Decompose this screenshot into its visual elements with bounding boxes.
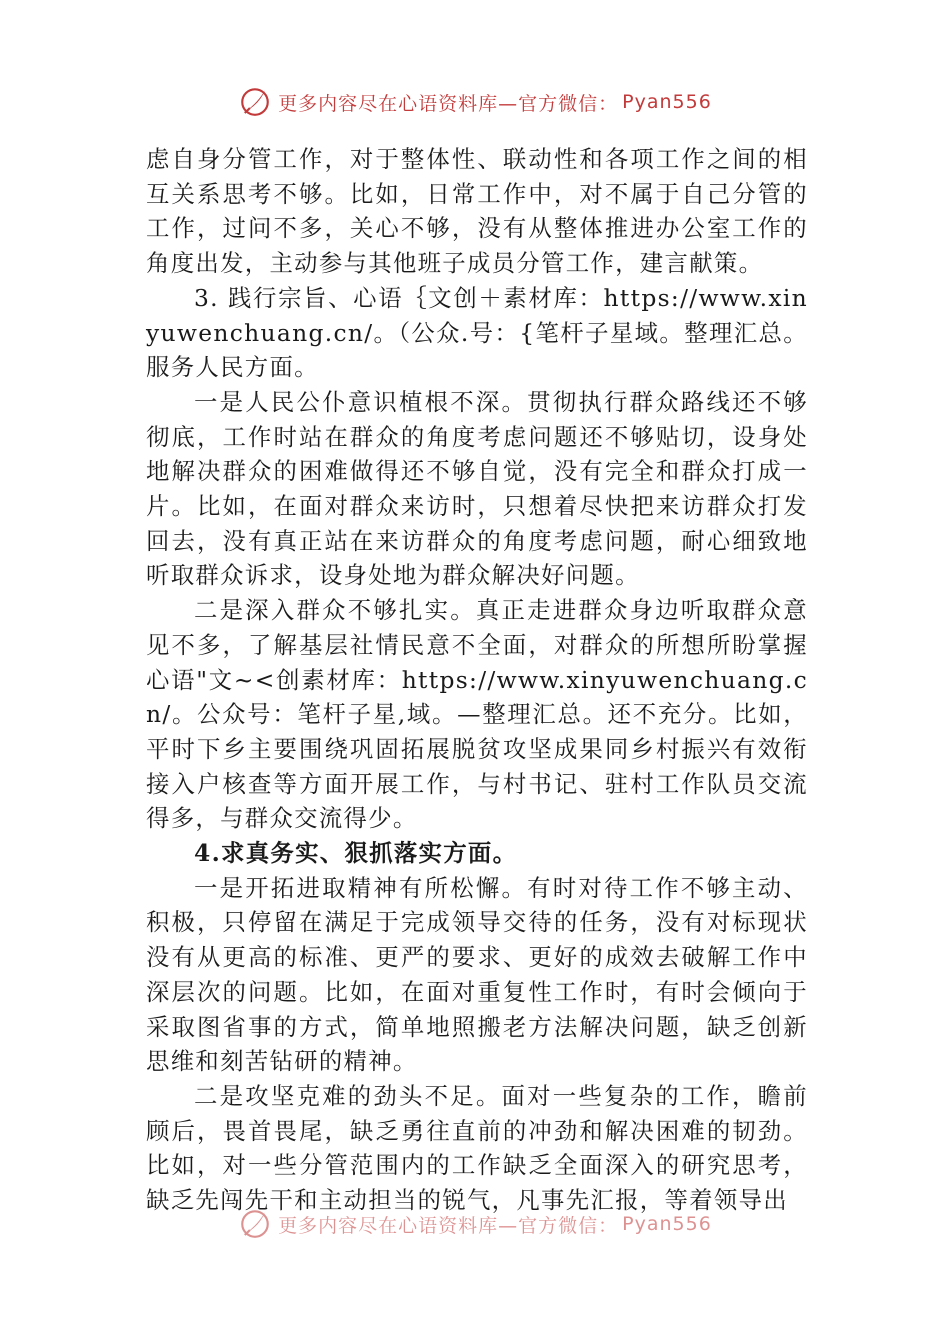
header-watermark bbox=[0, 82, 950, 122]
paragraph: 一是开拓进取精神有所松懈。有时对待工作不够主动、积极，只停留在满足于完成领导交待的任务，没有对标现状没有从更高的标准、更严的要求、更好的成效去破解工作中深层次的问题。比如，在面对重复性工作时，有时会倾向于采取图省事的方式，简单地照搬老方法解决问题，缺乏创新思维和刻苦钻研的精神。 bbox=[146, 873, 808, 1076]
watermark-wechat-id: Pyan556 bbox=[622, 1213, 712, 1235]
watermark-text: 更多内容尽在心语资料库—官方微信： bbox=[278, 1214, 619, 1237]
watermark-wechat-id: Pyan556 bbox=[622, 91, 712, 113]
paragraph: 虑自身分管工作，对于整体性、联动性和各项工作之间的相互关系思考不够。比如，日常工作中，对不属于自己分管的工作，过问不多，关心不够，没有从整体推进办公室工作的角度出发，主动参与其他班子成员分管工作，建言献策。 bbox=[146, 145, 808, 278]
document-body bbox=[146, 142, 808, 1218]
paragraph: 二是攻坚克难的劲头不足。面对一些复杂的工作，瞻前顾后，畏首畏尾，缺乏勇往直前的冲劲和解决困难的韧劲。比如，对一些分管范围内的工作缺乏全面深入的研究思考，缺乏先闯先干和主动担当的锐气，凡事先汇报，等着领导出 bbox=[146, 1081, 808, 1215]
section-heading: 4.求真务实、狠抓落实方面。 bbox=[194, 839, 518, 868]
section-heading: 3. 践行宗旨、心语｛文创＋素材库：https://www.xinyuwenchuang.cn/。（公众.号：{笔杆子星域。整理汇总。服务人民方面。 bbox=[146, 283, 808, 382]
paragraph: 二是深入群众不够扎实。真正走进群众身边听取群众意见不多，了解基层社情民意不全面，对群众的所想所盼掌握心语"文~<创素材库：https://www.xinyuwenchuang.cn/。公众号：笔杆子星,域。—整理汇总。还不充分。比如，平时下乡主要围绕巩固拓展脱贫攻坚成果同乡村振兴有效衔接入户核查等方面开展工作，与村书记、驻村工作队员交流得多，与群众交流得少。 bbox=[146, 596, 808, 833]
quill-seal-icon bbox=[238, 1207, 272, 1241]
footer-watermark bbox=[0, 1204, 950, 1244]
quill-seal-icon bbox=[238, 85, 272, 119]
paragraph: 一是人民公仆意识植根不深。贯彻执行群众路线还不够彻底，工作时站在群众的角度考虑问题还不够贴切，设身处地解决群众的困难做得还不够自觉，没有完全和群众打成一片。比如，在面对群众来访时，只想着尽快把来访群众打发回去，没有真正站在来访群众的角度考虑问题，耐心细致地听取群众诉求，设身处地为群众解决好问题。 bbox=[146, 387, 808, 590]
watermark-text: 更多内容尽在心语资料库—官方微信： bbox=[278, 92, 619, 115]
